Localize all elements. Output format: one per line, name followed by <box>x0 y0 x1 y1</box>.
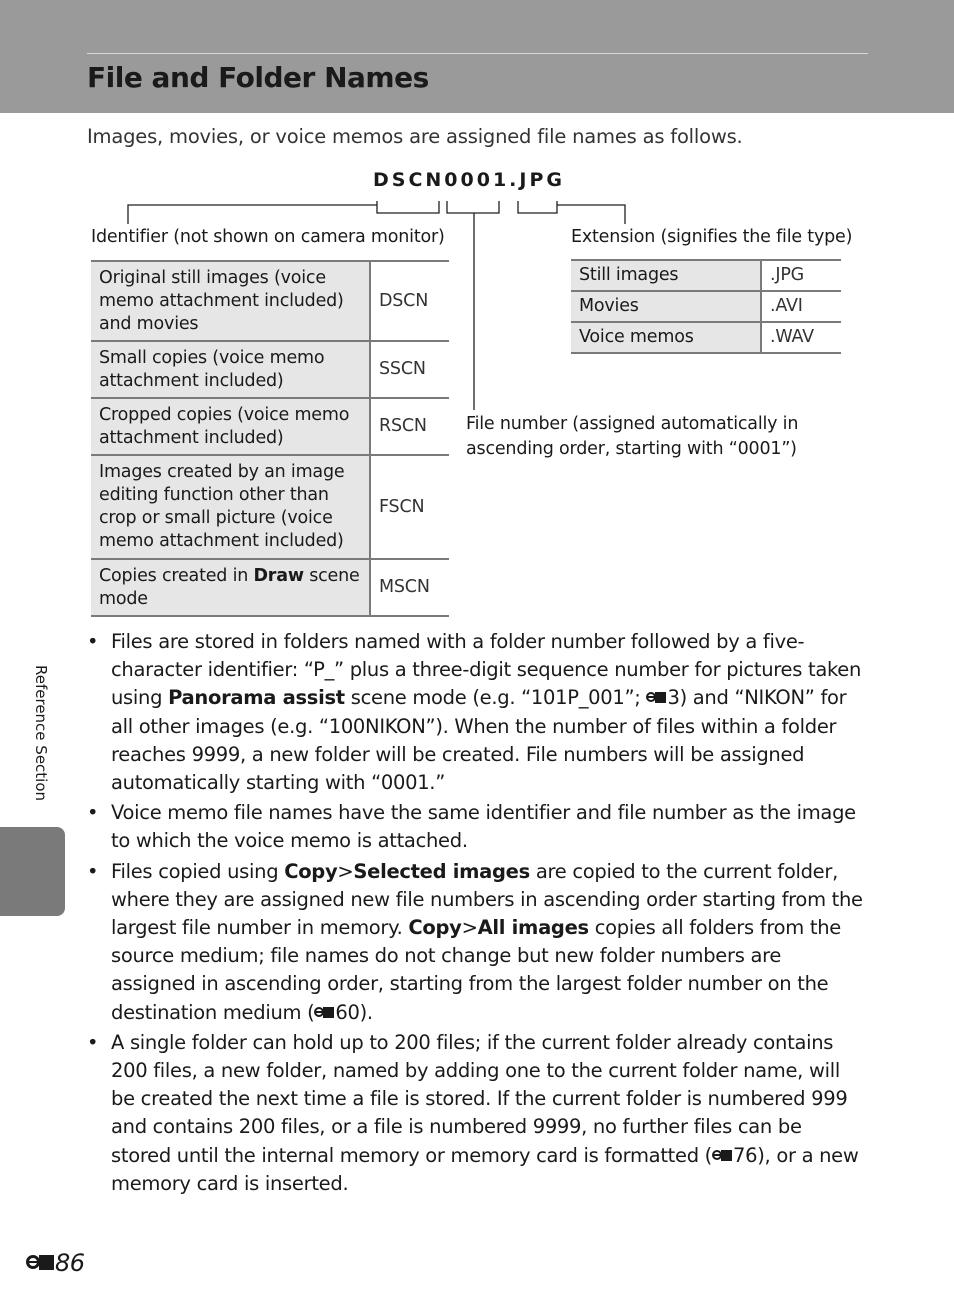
table-row <box>571 260 841 291</box>
identifier-description: Small copies (voice memo attachment included) <box>91 341 370 398</box>
copy-term: Copy <box>284 859 338 883</box>
identifier-description: Original still images (voice memo attachment included) and movies <box>91 261 370 341</box>
draw-mode-name: Draw <box>253 565 304 586</box>
reference-section-icon <box>314 1006 334 1020</box>
page-reference: 3 <box>667 686 680 710</box>
identifier-code: MSCN <box>379 577 430 597</box>
identifier-description: Cropped copies (voice memo attachment included) <box>91 398 370 455</box>
extension-table <box>571 259 841 354</box>
extension-description: Movies <box>571 291 761 322</box>
bullet-marker: • <box>87 801 99 825</box>
identifier-table <box>91 260 449 617</box>
menu-separator: > <box>461 916 478 940</box>
all-images-term: All images <box>477 916 589 940</box>
identifier-bracket <box>377 201 439 213</box>
identifier-code: FSCN <box>379 496 425 517</box>
intro-text: Images, movies, or voice memos are assigned file names as follows. <box>87 125 743 148</box>
bullet-marker: • <box>87 859 99 883</box>
table-row <box>91 261 449 341</box>
note-text: ). <box>359 1000 373 1024</box>
identifier-description-text: Copies created in <box>99 565 254 586</box>
extension-description: Still images <box>571 260 761 291</box>
note-text: ) and “NIKON” for all other images (e.g. “100NIKON”). When the number of files within a folder reaches 9999, a new folder will be created. File numbers will be assigned automatically starting with “0001.” <box>111 686 847 795</box>
reference-section-icon <box>26 1253 54 1273</box>
panorama-assist-term: Panorama assist <box>168 686 345 710</box>
table-row <box>91 341 449 398</box>
identifier-leader <box>128 205 377 224</box>
extension-description: Voice memos <box>571 322 761 353</box>
identifier-caption: Identifier (not shown on camera monitor) <box>91 227 445 247</box>
extension-caption: Extension (signifies the file type) <box>571 227 853 247</box>
note-text: Files are stored in folders named with a folder number followed by a five-character identifier: “P_” plus a three-digit sequence number for pictures taken using <box>111 630 862 710</box>
extension-bracket <box>518 201 557 213</box>
page-number-value: 86 <box>55 1249 85 1277</box>
note-text: are copied to the current folder, where they are assigned new file numbers in ascending order starting from the largest file number in memory. <box>111 859 863 940</box>
list-item <box>87 799 867 855</box>
filename-example: DSCN0001.JPG <box>373 169 565 191</box>
menu-separator: > <box>337 859 354 883</box>
page-number <box>26 1249 85 1277</box>
page-reference: 76 <box>733 1143 758 1167</box>
notes-list <box>87 628 867 1200</box>
table-row <box>571 322 841 353</box>
note-text: copies all folders from the source medium; file names do not change but new folder numbers are assigned in ascending order, starting from the largest folder number on the destination medium ( <box>111 916 841 1024</box>
extension-leader <box>557 205 625 224</box>
identifier-description <box>91 559 370 616</box>
bullet-marker: • <box>87 1030 99 1054</box>
list-item <box>87 628 867 797</box>
copy-term: Copy <box>408 916 462 940</box>
note-text: A single folder can hold up to 200 files; if the current folder already contains 200 files, a new folder, named by adding one to the current folder name, will be created the next time a file is stored. If the current folder is numbered 999 and contains 200 files, or a file is numbered 9999, no further files can be stored until the internal memory or memory card is formatted ( <box>111 1030 848 1167</box>
header-band <box>0 0 954 113</box>
table-row <box>91 455 449 559</box>
note-text: ), or a new memory card is inserted. <box>111 1143 859 1195</box>
reference-section-icon <box>646 691 666 705</box>
table-row <box>91 559 449 616</box>
table-row <box>571 291 841 322</box>
page-reference: 60 <box>335 1000 360 1024</box>
extension-code: .AVI <box>770 296 803 316</box>
extension-code: .WAV <box>770 327 814 347</box>
selected-images-term: Selected images <box>353 859 530 883</box>
identifier-code: SSCN <box>379 359 426 379</box>
bullet-marker: • <box>87 630 99 653</box>
list-item <box>87 1029 867 1198</box>
note-text: Voice memo file names have the same identifier and file number as the image to which the voice memo is attached. <box>111 801 856 853</box>
identifier-code: RSCN <box>379 416 427 436</box>
extension-code: .JPG <box>770 265 805 285</box>
identifier-description: Images created by an image editing function other than crop or small picture (voice memo attachment included) <box>91 455 370 559</box>
filenumber-bracket <box>447 201 499 213</box>
note-text: scene mode (e.g. “101P_001”; <box>344 686 647 710</box>
table-row <box>91 398 449 455</box>
reference-section-icon <box>712 1149 732 1163</box>
note-text: Files copied using <box>111 859 285 883</box>
file-number-caption: File number (assigned automatically in ascending order, starting with “0001”) <box>466 414 799 459</box>
section-label: Reference Section <box>32 665 50 802</box>
page-title: File and Folder Names <box>87 61 429 94</box>
list-item <box>87 858 867 1027</box>
header-rule <box>87 53 868 54</box>
identifier-description-text: scene mode <box>99 565 360 609</box>
section-tab <box>0 827 65 916</box>
identifier-code: DSCN <box>379 290 429 311</box>
